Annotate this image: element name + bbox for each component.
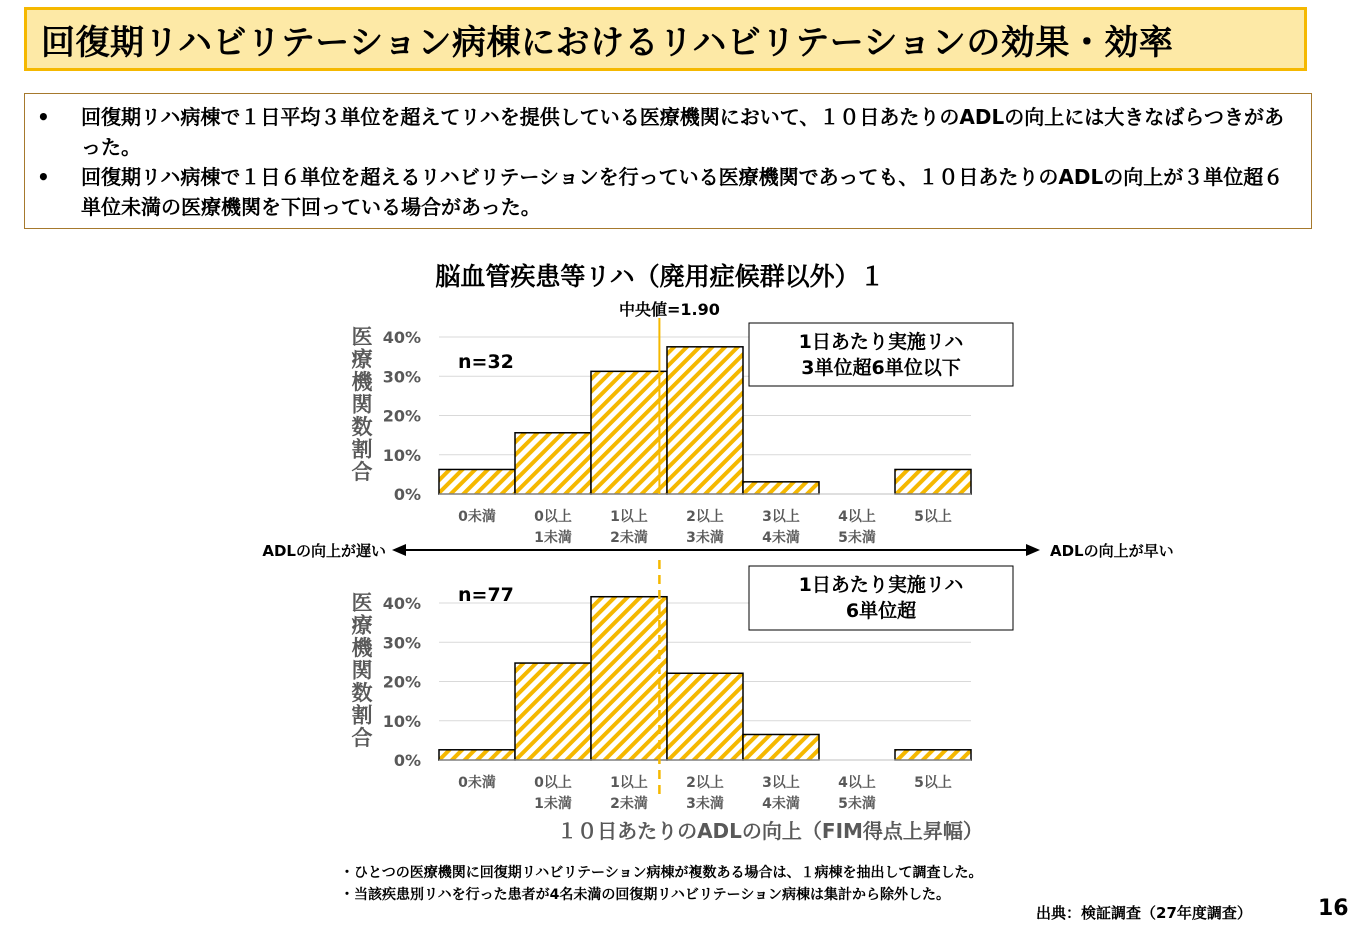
histogram-bar — [591, 597, 667, 760]
footnote-1: ・ひとつの医療機関に回復期リハビリテーション病棟が複数ある場合は、１病棟を抽出して調査した。 — [340, 865, 983, 881]
chart-title: 脳血管疾患等リハ（廃用症候群以外）１ — [435, 262, 885, 291]
x-category-label: 0未満 — [458, 509, 496, 525]
sample-size-label: n=77 — [458, 584, 514, 606]
x-category-label: 3以上 4未満 — [762, 775, 800, 812]
histogram-bar — [515, 663, 591, 760]
histogram-bar — [667, 673, 743, 760]
y-tick-label: 30% — [382, 367, 421, 387]
histogram-bar — [439, 750, 515, 760]
histogram-bar — [743, 734, 819, 760]
y-tick-label: 0% — [393, 485, 421, 504]
bullet-mark: • — [37, 165, 50, 189]
histogram-bar — [895, 750, 971, 760]
x-category-label: 5以上 — [914, 509, 952, 525]
x-category-label: 4以上 5未満 — [838, 775, 876, 812]
arrow-head-left — [392, 544, 406, 556]
histogram-bar — [895, 469, 971, 494]
arrow-left-label: ADLの向上が遅い — [262, 542, 386, 560]
source-citation: 出典：検証調査（27年度調査） — [1036, 904, 1252, 922]
x-category-label: 2以上 3未満 — [686, 775, 724, 812]
y-tick-label: 20% — [382, 672, 421, 692]
x-category-label: 0以上 1未満 — [534, 775, 572, 812]
arrow-right-label: ADLの向上が早い — [1050, 542, 1174, 560]
y-tick-label: 10% — [382, 711, 421, 731]
y-tick-label: 40% — [382, 328, 421, 347]
y-tick-label: 30% — [382, 633, 421, 653]
bullet-mark: • — [37, 105, 50, 129]
histogram-bar — [515, 433, 591, 494]
x-category-label: 5以上 — [914, 775, 952, 791]
median-label: 中央値=1.90 — [618, 300, 720, 319]
histogram-bar — [667, 347, 743, 494]
y-tick-label: 10% — [382, 445, 421, 465]
legend-text: 1日あたり実施リハ 6単位超 — [798, 574, 964, 622]
x-category-label: 4以上 5未満 — [838, 509, 876, 546]
x-category-label: 1以上 2未満 — [610, 775, 648, 812]
histogram-bar — [591, 371, 667, 494]
page-title: 回復期リハビリテーション病棟におけるリハビリテーションの効果・効率 — [41, 22, 1174, 63]
x-axis-label: １０日あたりのADLの向上（FIM得点上昇幅） — [557, 819, 983, 843]
page-number: 16 — [1318, 896, 1349, 921]
y-axis-label: 医療機関数割合 — [351, 591, 373, 750]
y-axis-label: 医療機関数割合 — [351, 325, 373, 484]
x-category-label: 0未満 — [458, 775, 496, 791]
histogram-bar — [743, 482, 819, 494]
y-tick-label: 0% — [393, 751, 421, 770]
histogram-bar — [439, 469, 515, 494]
y-tick-label: 40% — [382, 594, 421, 613]
footnote-2: ・当該疾患別リハを行った患者が4名未満の回復期リハビリテーション病棟は集計から除外した。 — [340, 887, 951, 903]
sample-size-label: n=32 — [458, 351, 514, 373]
summary-bullet-2: 回復期リハ病棟で１日６単位を超えるリハビリテーションを行っている医療機関であっても、１０日あたりのADLの向上が３単位超６単位未満の医療機関を下回っている場合があった。 — [81, 165, 1284, 219]
legend-text: 1日あたり実施リハ 3単位超6単位以下 — [798, 331, 964, 379]
arrow-head-right — [1026, 544, 1040, 556]
x-category-label: 0以上 1未満 — [534, 509, 572, 546]
x-category-label: 2以上 3未満 — [686, 509, 724, 546]
x-category-label: 1以上 2未満 — [610, 509, 648, 546]
x-category-label: 3以上 4未満 — [762, 509, 800, 546]
y-tick-label: 20% — [382, 406, 421, 426]
summary-bullet-1: 回復期リハ病棟で１日平均３単位を超えてリハを提供している医療機関において、１０日あたりのADLの向上には大きなばらつきがあった。 — [81, 105, 1285, 159]
